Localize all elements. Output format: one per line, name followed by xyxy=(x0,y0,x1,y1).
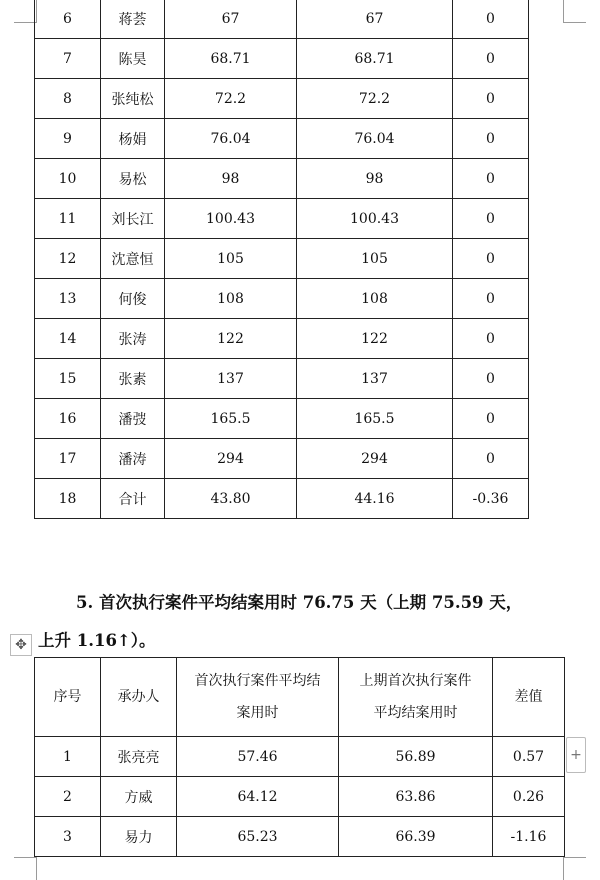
diff-cell: 0 xyxy=(453,159,529,199)
current-value-cell: 294 xyxy=(165,439,297,479)
table-row xyxy=(35,199,529,239)
handler-cell: 潘弢 xyxy=(101,399,165,439)
table-move-handle-icon[interactable]: ✥ xyxy=(10,634,32,656)
previous-value-cell: 56.89 xyxy=(339,737,493,777)
table-row xyxy=(35,279,529,319)
table-row xyxy=(35,319,529,359)
seq-cell: 1 xyxy=(35,737,101,777)
previous-value-cell: 105 xyxy=(297,239,453,279)
current-value-cell: 43.80 xyxy=(165,479,297,519)
seq-cell: 14 xyxy=(35,319,101,359)
current-value-cell: 65.23 xyxy=(177,817,339,857)
diff-cell: -0.36 xyxy=(453,479,529,519)
handler-cell: 蒋荟 xyxy=(101,0,165,39)
previous-value-cell: 68.71 xyxy=(297,39,453,79)
diff-cell: 0 xyxy=(453,279,529,319)
current-value-cell: 105 xyxy=(165,239,297,279)
previous-value-cell: 67 xyxy=(297,0,453,39)
previous-value-cell: 165.5 xyxy=(297,399,453,439)
diff-cell: 0 xyxy=(453,439,529,479)
diff-cell: 0 xyxy=(453,319,529,359)
seq-cell: 17 xyxy=(35,439,101,479)
previous-value-cell: 294 xyxy=(297,439,453,479)
add-row-button[interactable]: + xyxy=(566,737,586,773)
current-value-cell: 108 xyxy=(165,279,297,319)
handler-cell: 张纯松 xyxy=(101,79,165,119)
table-row xyxy=(35,817,565,857)
current-value-cell: 64.12 xyxy=(177,777,339,817)
previous-value-cell: 76.04 xyxy=(297,119,453,159)
handler-cell: 刘长江 xyxy=(101,199,165,239)
seq-cell: 2 xyxy=(35,777,101,817)
diff-cell: 0.57 xyxy=(493,737,565,777)
header-current xyxy=(177,658,339,737)
table-row xyxy=(35,0,529,39)
section-heading-line1: 5. 首次执行案件平均结案用时 76.75 天（上期 75.59 天， xyxy=(76,593,523,612)
page-corner-mark xyxy=(563,857,586,880)
handler-cell: 张涛 xyxy=(101,319,165,359)
table-row xyxy=(35,777,565,817)
seq-cell: 15 xyxy=(35,359,101,399)
diff-cell: 0 xyxy=(453,119,529,159)
current-value-cell: 57.46 xyxy=(177,737,339,777)
current-value-cell: 137 xyxy=(165,359,297,399)
diff-cell: 0 xyxy=(453,79,529,119)
table-row xyxy=(35,439,529,479)
handler-cell: 张亮亮 xyxy=(101,737,177,777)
previous-value-cell: 100.43 xyxy=(297,199,453,239)
seq-cell: 7 xyxy=(35,39,101,79)
current-value-cell: 67 xyxy=(165,0,297,39)
table-row xyxy=(35,239,529,279)
handler-cell: 陈昊 xyxy=(101,39,165,79)
current-value-cell: 98 xyxy=(165,159,297,199)
previous-value-cell: 63.86 xyxy=(339,777,493,817)
seq-cell: 11 xyxy=(35,199,101,239)
previous-value-cell: 72.2 xyxy=(297,79,453,119)
header-previous xyxy=(339,658,493,737)
table-row xyxy=(35,159,529,199)
header-handler: 承办人 xyxy=(101,658,177,737)
previous-value-cell: 98 xyxy=(297,159,453,199)
diff-cell: 0 xyxy=(453,239,529,279)
page-corner-mark xyxy=(563,0,586,23)
table-row xyxy=(35,79,529,119)
handler-cell: 杨娟 xyxy=(101,119,165,159)
previous-value-cell: 137 xyxy=(297,359,453,399)
seq-cell: 8 xyxy=(35,79,101,119)
table-row-total xyxy=(35,479,529,519)
section-heading-line2: 上升 1.16↑）。 xyxy=(38,631,156,650)
table-row xyxy=(35,119,529,159)
seq-cell: 16 xyxy=(35,399,101,439)
seq-cell: 18 xyxy=(35,479,101,519)
header-current-line2: 案用时 xyxy=(236,705,279,721)
diff-cell: 0 xyxy=(453,399,529,439)
seq-cell: 6 xyxy=(35,0,101,39)
current-value-cell: 165.5 xyxy=(165,399,297,439)
table-row xyxy=(35,39,529,79)
seq-cell: 3 xyxy=(35,817,101,857)
handler-cell: 何俊 xyxy=(101,279,165,319)
previous-value-cell: 44.16 xyxy=(297,479,453,519)
table-row xyxy=(35,399,529,439)
diff-cell: 0.26 xyxy=(493,777,565,817)
seq-cell: 13 xyxy=(35,279,101,319)
table-row xyxy=(35,737,565,777)
header-diff: 差值 xyxy=(493,658,565,737)
handler-cell: 易力 xyxy=(101,817,177,857)
previous-value-cell: 66.39 xyxy=(339,817,493,857)
header-current-line1: 首次执行案件平均结 xyxy=(194,673,321,689)
table-header-row xyxy=(35,658,565,737)
diff-cell: 0 xyxy=(453,199,529,239)
first-execution-time-table xyxy=(34,657,565,857)
handler-cell: 方威 xyxy=(101,777,177,817)
diff-cell: -1.16 xyxy=(493,817,565,857)
handler-cell: 合计 xyxy=(101,479,165,519)
handler-cell: 潘涛 xyxy=(101,439,165,479)
handler-cell: 易松 xyxy=(101,159,165,199)
handler-cell: 沈意恒 xyxy=(101,239,165,279)
seq-cell: 10 xyxy=(35,159,101,199)
current-value-cell: 76.04 xyxy=(165,119,297,159)
page-corner-mark xyxy=(14,857,37,880)
diff-cell: 0 xyxy=(453,39,529,79)
diff-cell: 0 xyxy=(453,359,529,399)
header-previous-line1: 上期首次执行案件 xyxy=(359,673,472,689)
current-value-cell: 100.43 xyxy=(165,199,297,239)
header-seq: 序号 xyxy=(35,658,101,737)
previous-value-cell: 122 xyxy=(297,319,453,359)
ranking-table-continued xyxy=(34,0,529,519)
current-value-cell: 122 xyxy=(165,319,297,359)
seq-cell: 12 xyxy=(35,239,101,279)
current-value-cell: 72.2 xyxy=(165,79,297,119)
handler-cell: 张素 xyxy=(101,359,165,399)
diff-cell: 0 xyxy=(453,0,529,39)
seq-cell: 9 xyxy=(35,119,101,159)
header-previous-line2: 平均结案用时 xyxy=(373,705,458,721)
table-row xyxy=(35,359,529,399)
previous-value-cell: 108 xyxy=(297,279,453,319)
current-value-cell: 68.71 xyxy=(165,39,297,79)
